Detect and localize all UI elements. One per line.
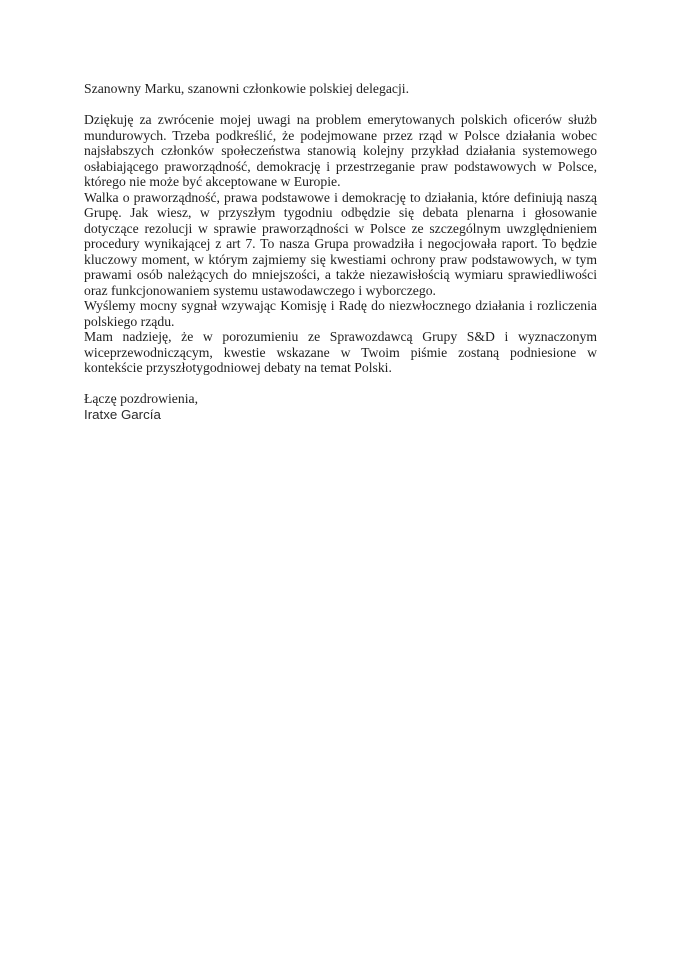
letter-paragraph-1: Dziękuję za zwrócenie mojej uwagi na problem emerytowanych polskich oficerów służb mundurowych. Trzeba podkreślić, że podejmowane przez rząd w Polsce działania wobec najsłabszych członków społeczeństwa stanowią kolejny przykład działania systemowego osłabiającego praworządność, demokrację i przestrzeganie praw podstawowych w Polsce, którego nie może być akceptowane w Europie. bbox=[84, 112, 597, 189]
letter-closing: Łączę pozdrowienia, bbox=[84, 391, 198, 406]
letter-paragraph-3: Wyślemy mocny sygnał wzywając Komisję i Radę do niezwłocznego działania i rozliczenia polskiego rządu. bbox=[84, 298, 597, 329]
letter-signature: Iratxe García bbox=[84, 406, 161, 422]
letter-greeting: Szanowny Marku, szanowni członkowie polskiej delegacji. bbox=[84, 81, 409, 96]
letter-paragraph-4: Mam nadzieję, że w porozumieniu ze Sprawozdawcą Grupy S&D i wyznaczonym wiceprzewodniczącym, kwestie wskazane w Twoim piśmie zostaną podniesione w kontekście przyszłotygodniowej debaty na temat Polski. bbox=[84, 329, 597, 375]
letter-paragraph-2: Walka o praworządność, prawa podstawowe i demokrację to działania, które definiują naszą Grupę. Jak wiesz, w przyszłym tygodniu odbędzie się debata plenarna i głosowanie dotyczące rezolucji w sprawie praworządności w Polsce ze szczególnym uwzględnieniem procedury wynikającej z art 7. To nasza Grupa prowadziła i negocjowała raport. To będzie kluczowy moment, w którym zajmiemy się kwestiami ochrony praw podstawowych, w tym prawami osób należących do mniejszości, a także niezawisłością wymiaru sprawiedliwości oraz funkcjonowaniem systemu ustawodawczego i wyborczego. bbox=[84, 189, 597, 298]
